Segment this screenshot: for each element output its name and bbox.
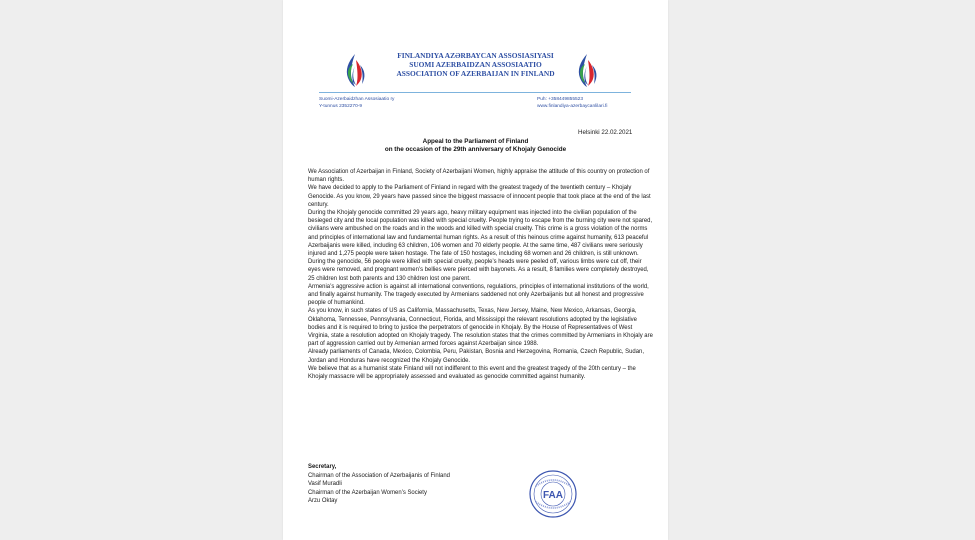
- signatory-name: Vasif Muradli: [308, 481, 342, 488]
- body-paragraph: We have decided to apply to the Parliament of Finland in regard with the greatest tragedy of the twentieth century – Khojaly Genocide. As you know, 29 years have passed since the biggest massacre of innocent people that took place at the end of the last century.: [308, 185, 651, 208]
- body-paragraph: We Association of Azerbaijan in Finland, Society of Azerbaijani Women, highly appraise the attitude of this country on protection of human rights.: [308, 169, 650, 184]
- letter-date: Helsinki 22.02.2021: [578, 129, 633, 136]
- body-paragraph: Armenia’s aggressive action is against all international conventions, regulations, principles of international institutions of the world, and finally against humanity. The tragedy executed by Armenians saddened not only Azerbaijanis but all honest and progressive people of humankind.: [308, 283, 649, 307]
- stamp-text: FAA: [543, 490, 563, 501]
- body-paragraph: As you know, in such states of US as California, Massachusetts, Texas, New Jersey, Maine, New Mexico, Arkansas, Georgia, Oklahoma, Tennessee, Pennsylvania, Connecticut, Florida, and Mississippi the relevant resolutions adopted by the legislative bodies and it is required to bring to justice the perpetrators of genocide in Khojaly. By the House of Representatives of West Virginia, state a resolution adopted on Khojaly tragedy. The resolution states that the crimes committed by Armenians in Khojaly are part of aggression carried out by Armenian armed forces against Azerbaijan since 1988.: [308, 308, 653, 348]
- flame-logo-icon: [574, 52, 600, 88]
- signatory-title: Chairman of the Azerbaijan Women’s Society: [308, 489, 427, 496]
- signatory-title: Chairman of the Association of Azerbaijanis of Finland: [308, 472, 450, 479]
- body-paragraph: During the Khojaly genocide committed 29 years ago, heavy military equipment was injected into the civilian population of the besieged city and the local population was killed with special cruelty. People trying to escape from the burning city were not spared, civilians were ambushed on the roads and in the woods and killed with special cruelty. This crime is a gross violation of the norms and principles of international law and fundamental human rights. As a result of this heinous crime against humanity, 613 peaceful Azerbaijanis were killed, including 63 children, 106 women and 70 elderly people. At the same time, 487 civilians were seriously injured and 1,275 people were taken hostage. The fate of 150 hostages, including 68 women and 26 children, is still unknown. During the genocide, 56 people were killed with special cruelty, people’s heads were peeled off, various limbs were cut off, their eyes were removed, and pregnant women’s bellies were pierced with bayonets. As a result, 8 families were completely destroyed, 25 children lost both parents and 130 children lost one parent.: [308, 210, 653, 282]
- org-name-azerbaijani: FINLANDIYA AZƏRBAYCAN ASSOSIASIYASI: [397, 51, 554, 60]
- website-link[interactable]: www.finlandiya-azerbaycanlilari.fi: [537, 104, 608, 109]
- phone-number: Puh: +358449855523: [537, 97, 584, 102]
- association-name: Suomi-Azerbaidzhan Assosiaatio ry: [319, 97, 395, 102]
- org-name-finnish: SUOMI AZERBAIDZAN ASSOSIAATIO: [409, 59, 542, 69]
- org-name-english: ASSOCIATION OF AZERBAIJAN IN FINLAND: [396, 68, 555, 78]
- signature-label: Secretary,: [308, 464, 337, 470]
- association-stamp-icon: [528, 470, 578, 518]
- contact-info: [319, 96, 631, 110]
- body-paragraph: We believe that as a humanist state Finland will not indifferent to this event and the greatest tragedy of the 20th century – the Khojaly massacre will be appropriately assessed and evaluated as genocide committed against humanity.: [308, 365, 636, 381]
- letter-page: [283, 0, 668, 540]
- business-id: Y-tunnus 2352270-9: [319, 104, 363, 109]
- letter-body: [308, 168, 653, 381]
- signatory-name: Arzu Oktay: [308, 498, 338, 505]
- title-line-1: Appeal to the Parliament of Finland: [422, 138, 529, 145]
- letter-title: [283, 138, 668, 154]
- body-paragraph: Already parliaments of Canada, Mexico, Colombia, Peru, Pakistan, Bosnia and Herzegovina, Romania, Czech Republic, Sudan, Jordan and Honduras have recognized the Khojaly Genocide.: [308, 349, 644, 364]
- signature-block: [308, 463, 450, 506]
- organization-names: [283, 52, 668, 78]
- title-line-2: on the occasion of the 29th anniversary of Khojaly Genocide: [384, 146, 567, 154]
- header-divider: [319, 92, 631, 93]
